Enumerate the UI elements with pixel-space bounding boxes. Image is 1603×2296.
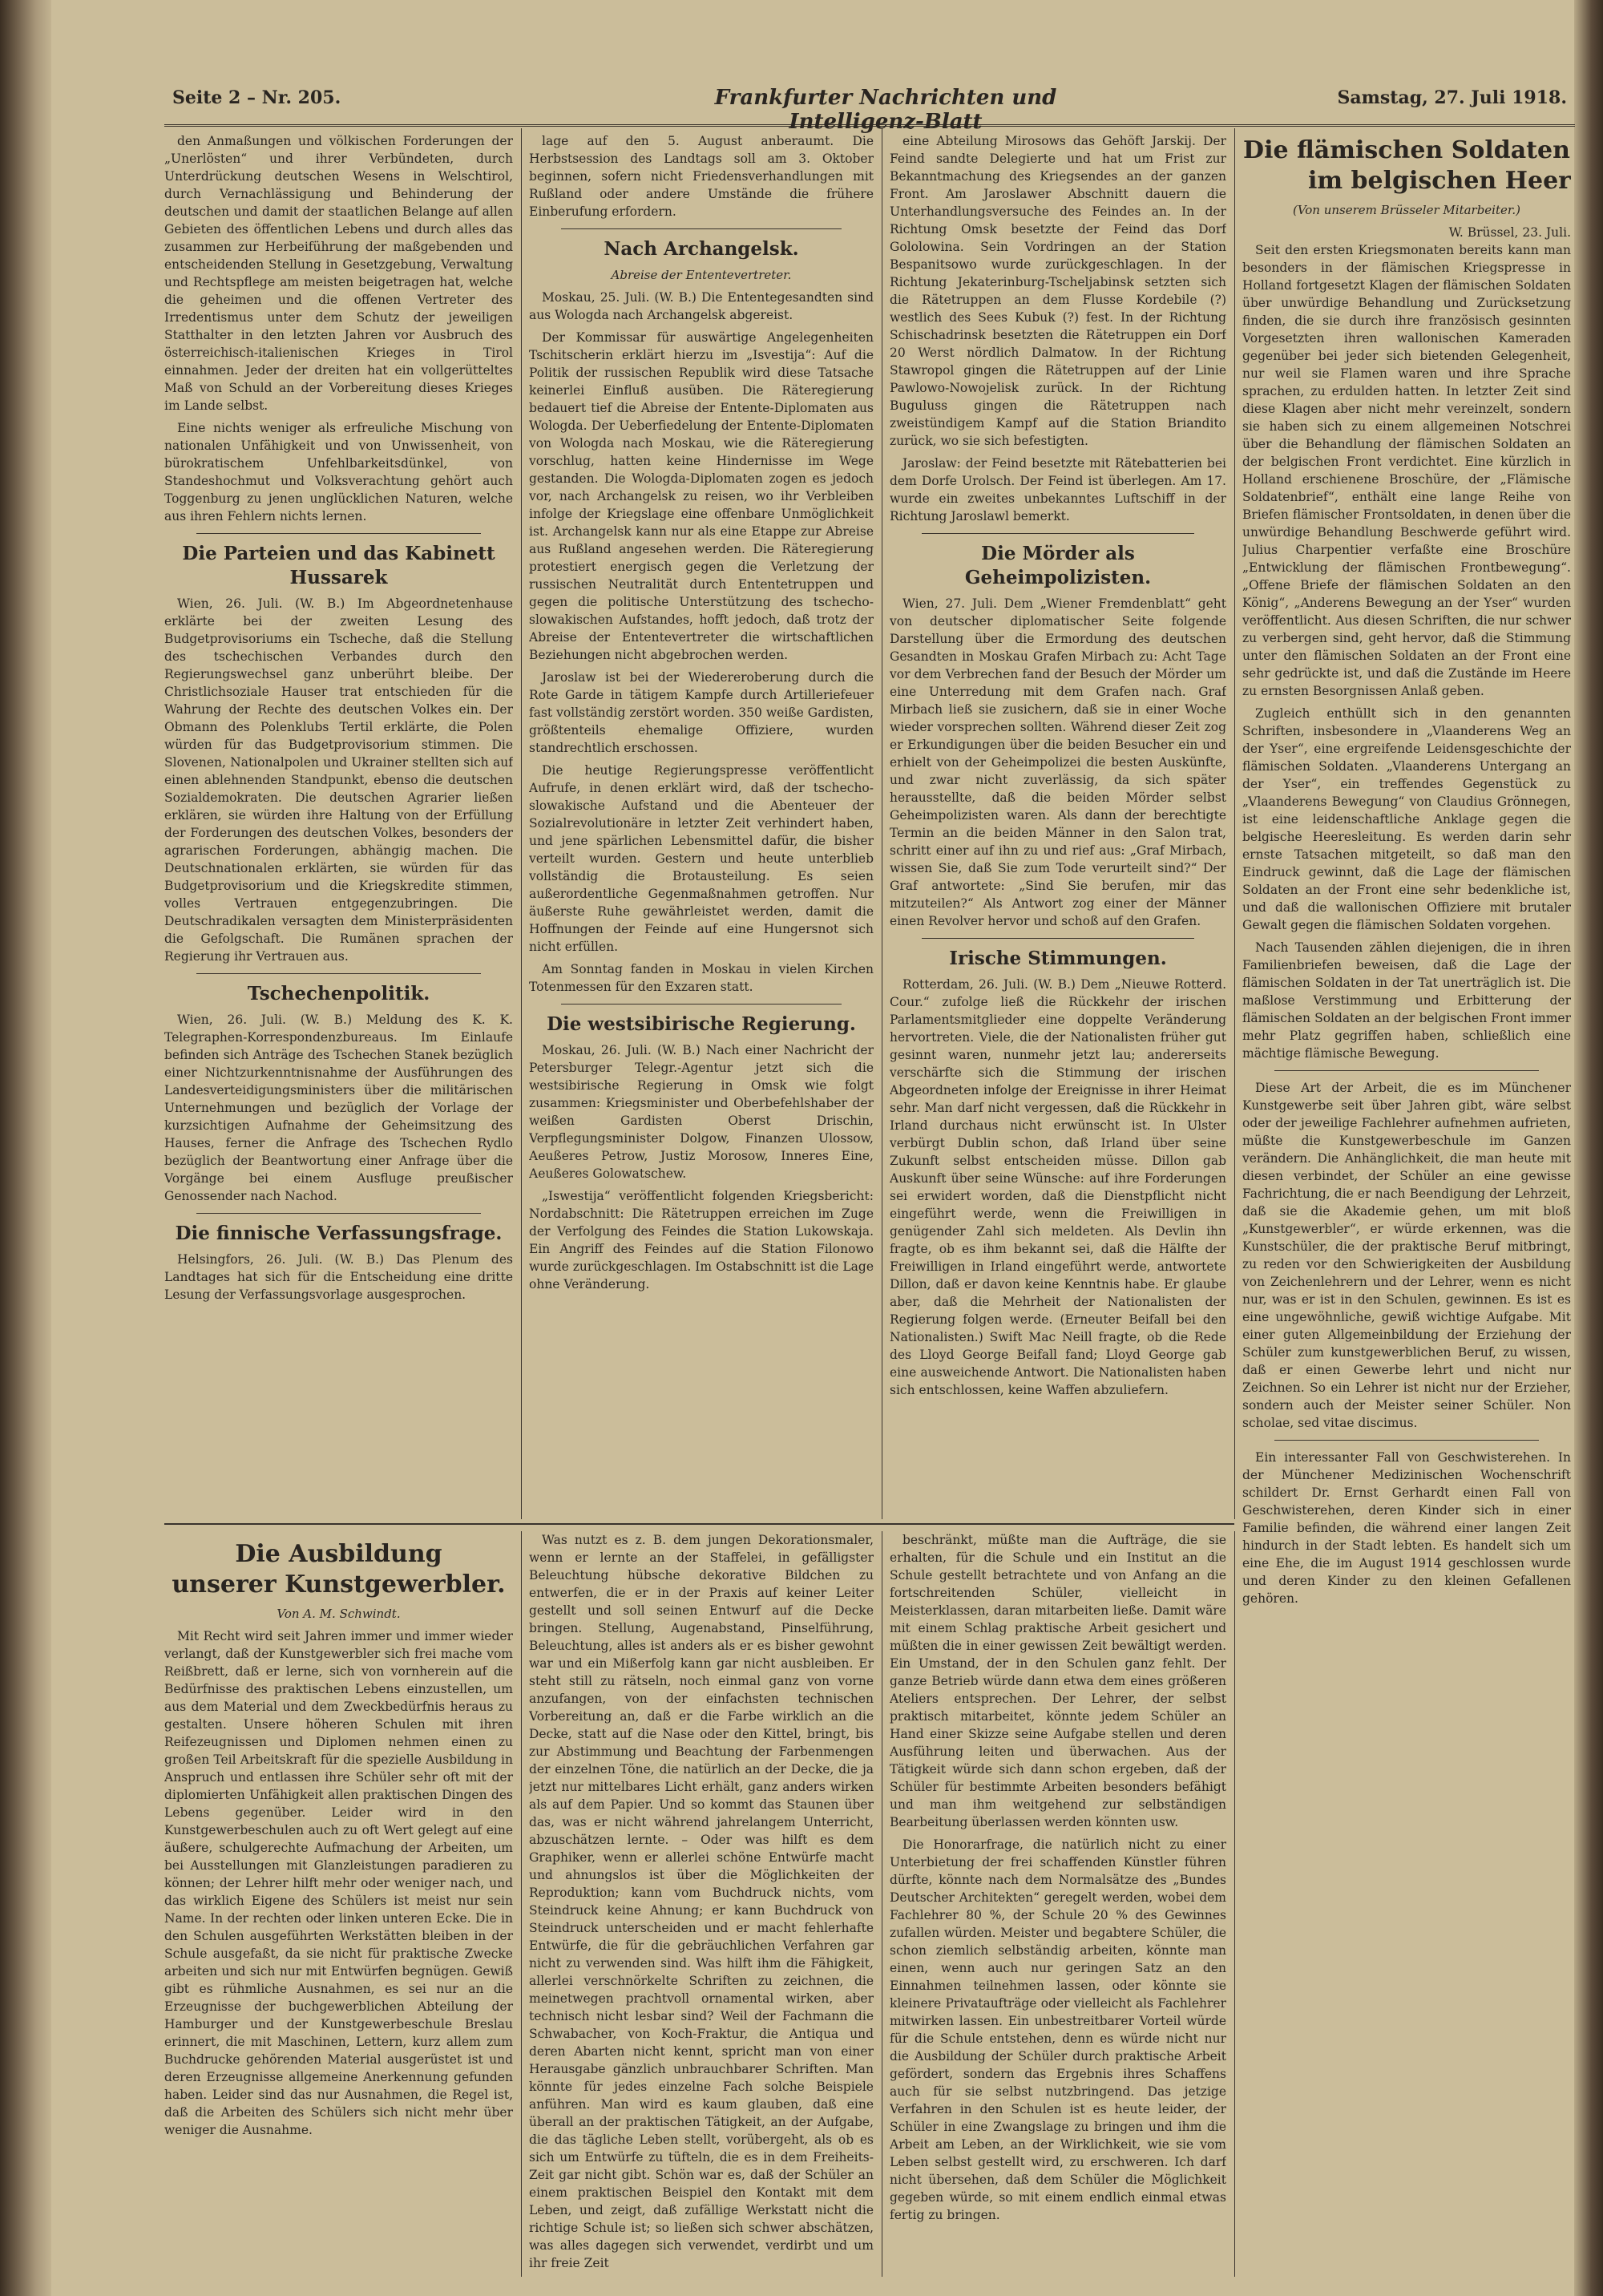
article-heading: Tschechenpolitik. — [247, 983, 430, 1004]
article-text: Rotterdam, 26. Juli. (W. B.) Dem „Nieuwe Rotterd. Cour.“ zufolge ließ die Rückkehr der irischen Parlamentsmitglieder eine doppelte Veränderung hervortreten. Viele, die der Nationalisten früher gut gesinnt waren, nunmehr jetzt lau; andererseits verschärfte sich die Stimmung der irischen Abgeordneten infolge der Ereignisse in ihrer Heimat sehr. Man darf nicht vergessen, daß die Rückkehr in Irland durchaus nicht erwünscht ist. In Ulster verbürgt Dublin schon, daß Irland über seine Zukunft selbst entscheiden müsse. Dillon gab Auskunft über seine Wünsche: auf ihre Forderungen sei erwidert worden, daß die Dienstpflicht nicht eingeführt werde, wenn die Freiwilligen in genügender Zahl sich meldeten. Als Devlin ihn fragte, ob es ihm bekannt sei, daß die Hälfte der Freiwilligen in Irland eingeführt werde, antwortete Dillon, daß er davon keine Kenntnis habe. Er glaube aber, daß die Mehrheit der Nationalisten der Regierung folgen werde. (Erneuter Beifall bei den Nationalisten.) Swift Mac Neill fragte, ob die Rede des Lloyd George Beifall fand; Lloyd George gab eine ausweichende Antwort. Die Nationalisten haben sich entschlossen, keine Waffen abzuliefern. — [890, 977, 1226, 1397]
book-spine — [0, 0, 51, 2296]
column-1 — [164, 132, 513, 1515]
headline-line: unserer Kunstgewerbler. — [172, 1570, 506, 1599]
byline: (Von unserem Brüsseler Mitarbeiter.) — [1292, 203, 1521, 217]
section-divider — [561, 228, 842, 229]
article-heading: Die Parteien und das Kabinett Hussarek — [182, 543, 495, 588]
page-edge — [1574, 0, 1603, 2296]
article-text: Jaroslaw: der Feind besetzte mit Rätebatterien bei dem Dorfe Urolsch. Der Feind ist überlegen. Am 17. wurde ein zweites unbekanntes Luftschiff in der Richtung Jaroslawl bemerkt. — [890, 456, 1226, 523]
article-heading: Nach Archangelsk. — [604, 238, 799, 260]
article-text: Helsingfors, 26. Juli. (W. B.) Das Plenum des Landtages hat sich für die Entscheidung eine dritte Lesung der Verfassungsvorlage ausgesprochen. — [164, 1252, 513, 1302]
article-text: beschränkt, müßte man die Aufträge, die sie erhalten, für die Schule und ein Institut an die Schule gestellt betrachtete und von Anfang an die fortschreitenden Schüler, vielleicht in Meisterklassen, daran mitarbeiten ließe. Damit wäre mit einem Schlag praktische Arbeit gesichert und müßten die in einer gewissen Zeit bewältigt werden. Ein Umstand, der in den Schulen ganz fehlt. Der ganze Betrieb würde dann etwa dem eines größeren Ateliers entsprechen. Der Lehrer, der selbst praktisch mitarbeitet, könnte jedem Schüler an Hand einer Skizze seine Aufgabe stellen und deren Ausführung leiten und überwachen. Aus der Tätigkeit würde sich dann schon ergeben, daß der Schüler für bestimmte Arbeiten besonders befähigt und man ihm weitgehend zur selbständigen Bearbeitung überlassen werden könnten usw. — [890, 1533, 1226, 1829]
column-2 — [529, 132, 874, 1515]
article-text: Ein interessanter Fall von Geschwisterehen. In der Münchener Medizinischen Wochenschrift schildert Dr. Ernst Gerhardt einen Fall von Geschwisterehen, deren Kinder sich in einer Familie befinden, die während einer langen Zeit hindurch in der Stadt lebten. Es handelt sich um eine Ehe, die im August 1914 geschlossen wurde und deren Kinder zu den kleinen Gefallenen gehören. — [1242, 1450, 1571, 1606]
article-text: Wien, 26. Juli. (W. B.) Meldung des K. K. Telegraphen-Korrespondenzbureaus. Im Einlaufe befinden sich Anträge des Tschechen Stanek bezüglich einer Nichtzurkenntnisnahme der Ausführungen des Landesverteidigungsministers über die militärischen Unternehmungen und bezüglich der Vorlage der kurzsichtigen Aufnahme der Geheimsitzung des Hauses, ferner die Anfrage des Tschechen Rydlo bezüglich der Beantwortung einer Anfrage über die Vorgänge bei einem Ausfluge preußischer Genossender nach Nachod. — [164, 1013, 513, 1203]
column-rule — [521, 1531, 522, 2277]
column-3 — [890, 132, 1226, 1515]
article-text: Der Kommissar für auswärtige Angelegenheiten Tschitscherin erklärt hierzu im „Isvestija“: Auf die Politik der russischen Republik wird diese Tatsache keinerlei Einfluß ausüben. Die Räteregierung bedauert tief die Abreise der Entente-Diplomaten aus Wologda. Der Ueberfiedelung der Entente-Diplomaten von Wologda nach Moskau, wie die Räteregierung vorschlug, hatten keine Hindernisse im Wege gestanden. Die Wologda-Diplomaten zogen es jedoch vor, nach Archangelsk zu reisen, wo ihr Verbleiben infolge der Kriegslage eine offenbare Unmöglichkeit ist. Archangelsk kann nur als eine Etappe zur Abreise aus Rußland angesehen werden. Die Räteregierung protestiert energisch gegen die Verletzung der russischen Neutralität durch Ententetruppen und gegen die politische Unterstützung des tschecho-slowakischen Aufstandes, hofft jedoch, daß trotz der Abreise der Ententevertreter die wirtschaftlichen Beziehungen nicht abgebrochen werden. — [529, 330, 874, 662]
headline-line: im belgischen Heer — [1307, 167, 1571, 195]
section-divider — [196, 973, 481, 974]
section-divider — [196, 533, 481, 534]
article-text: Wien, 26. Juli. (W. B.) Im Abgeordnetenhause erklärte bei der zweiten Lesung des Budgetprovisoriums ein Tscheche, daß die Stellung des tschechischen Verbandes durch den Regierungswechsel ganz unberührt bleibe. Der Christlichsoziale Hauser trat entschieden für die Wahrung der Rechte des deutschen Volkes ein. Der Obmann des Polenklubs Tertil erklärte, die Polen würden für das Budgetprovisorium stimmen. Die Slovenen, Nationalpolen und Ukrainer stellten sich auf einen ablehnenden Standpunkt, ebenso die deutschen Sozialdemokraten. Die deutschen Agrarier ließen erklären, sie würden ihre Haltung von der Erfüllung der Forderungen des deutschen Volkes, besonders der agrarischen Forderungen, abhängig machen. Die Deutschnationalen erklärten, sie würden für das Budgetprovisorium und die Kriegskredite stimmen, volles Vertrauen entgegenzubringen. Die Deutschradikalen versagten dem Ministerpräsidenten die Gefolgschaft. Die Rumänen sprachen der Regierung ihr Vertrauen aus. — [164, 596, 513, 964]
column-rule — [521, 128, 522, 1519]
feuilleton-headline — [164, 1539, 513, 1600]
article-text: Zugleich enthüllt sich in den genannten Schriften, insbesondere in „Vlaanderens Weg an der Yser“, eine ergreifende Leidensgeschichte der flämischen Soldaten. „Vlaanderens Untergang an der Yser“, ein treffendes Gegenstück zu „Vlaanderens Bewegung“ von Claudius Grönnegen, ist eine leidenschaftliche Anklage gegen die belgische Heeresleitung. Es werden darin sehr ernste Tatsachen mitgeteilt, so daß man den Eindruck gewinnt, daß die Lage der flämischen Soldaten an der Front eine sehr bedenkliche ist, und daß die wallonischen Offiziere mit brutaler Gewalt gegen die flämischen Soldaten vorgehen. — [1242, 706, 1571, 932]
article-heading: Die Mörder als Geheimpolizisten. — [964, 543, 1152, 588]
column-rule — [1234, 1531, 1235, 2277]
article-text: Am Sonntag fanden in Moskau in vielen Kirchen Totenmessen für den Exzaren statt. — [529, 962, 874, 994]
feuilleton-column-3 — [890, 1531, 1226, 2273]
article-text: Eine nichts weniger als erfreuliche Mischung von nationalen Unfähigkeit und von Unwissenheit, von bürokratischem Unfehlbarkeitsdünkel, von Standeshochmut und Volksverachtung gehört auch Toggenburg zu jenen unglücklichen Naturen, welche aus ihren Fehlern nichts lernen. — [164, 421, 513, 523]
article-heading: Irische Stimmungen. — [949, 948, 1167, 969]
article-subheading: Abreise der Ententevertreter. — [611, 268, 792, 282]
feature-headline — [1242, 135, 1571, 196]
feuilleton-column-1 — [164, 1531, 513, 2273]
column-rule — [1234, 128, 1235, 1519]
feuilleton-column-2 — [529, 1531, 874, 2273]
feuilleton-rule — [164, 1523, 1234, 1525]
section-divider — [922, 938, 1194, 939]
page-number: Seite 2 – Nr. 205. — [172, 87, 341, 108]
article-text: Mit Recht wird seit Jahren immer und immer wieder verlangt, daß der Kunstgewerbler sich frei mache vom Reißbrett, daß er lerne, sich von vornherein auf die Bedürfnisse des praktischen Lebens einzustellen, um aus dem Material und dem Zweckbedürfnis heraus zu gestalten. Unsere höheren Schulen mit ihren Reifezeugnissen und Diplomen nehmen einen zu großen Teil Arbeitskraft für die spezielle Ausbildung in Anspruch und entlassen ihre Schüler sehr oft mit der diplomierten Unfähigkeit allen praktischen Dingen des Lebens gegenüber. Leider wird in den Kunstgewerbeschulen auch zu oft Wert gelegt auf eine äußere, schulgerechte Aufmachung der Arbeiten, um bei Ausstellungen mit Glanzleistungen paradieren zu können; der Lehrer hilft mehr oder weniger nach, und das wirklich Eigene des Schülers ist meist nur sein Name. In der rechten oder linken unteren Ecke. Die in den Schulen ausgeführten Werkstätten bleiben in der Schule ausgefaßt, da sie nicht für praktische Zwecke arbeiten und sich nur mit Entwürfen begnügen. Gewiß gibt es rühmliche Ausnahmen, es sei nur an die Erzeugnisse der buchgewerblichen Abteilung der Hamburger und der Kunstgewerbeschule Breslau erinnert, die mit Maschinen, Lettern, kurz allem zum Buchdrucke gehörenden Material ausgerüstet ist und deren Erzeugnisse allgemeine Anerkennung gefunden haben. Leider sind das nur Ausnahmen, die Regel ist, daß die Arbeiten des Schülers sich nicht mehr über weniger die Ausnahme. — [164, 1629, 513, 2137]
article-text: Die heutige Regierungspresse veröffentlicht Aufrufe, in denen erklärt wird, daß der tschecho-slowakische Aufstand und die Abenteuer der Sozialrevolutionäre in letzter Zeit verhindert haben, und jene spärlichen Lebensmittel dafür, die bisher verteilt wurden. Gestern und heute unterblieb vollständig die Brotausteilung. Es seien außerordentliche Gegenmaßnahmen getroffen. Nur äußerste Ruhe gewährleistet werden, damit die Hoffnungen der Feinde auf eine Hungersnot sich nicht erfüllen. — [529, 763, 874, 954]
article-text: Seit den ersten Kriegsmonaten bereits kann man besonders in der flämischen Kriegspresse in Holland fortgesetzt Klagen der flämischen Soldaten über unwürdige Behandlung und Zurücksetzung finden, die sie durch ihre französisch gesinnten Vorgesetzten ihren wallonischen Kameraden gegenüber bei jeder sich bietenden Gelegenheit, nur weil sie Flamen waren und ihre Sprache sprachen, zu erdulden hatten. In letzter Zeit sind diese Klagen aber nicht mehr vereinzelt, sondern sie haben sich zu einem allgemeinen Notschrei über die Behandlung der flämischen Soldaten an der belgischen Front verdichtet. Eine kürzlich in Holland erschienene Broschüre, der „Flämische Soldatenbrief“, enthält eine lange Reihe von Briefen flämischer Frontsoldaten, in denen über die unwürdige Behandlung Beschwerde geführt wird. Julius Charpentier verfaßte eine Broschüre „Entwicklung der flämischen Frontbewegung“. „Offene Briefe der flämischen Soldaten an den König“, „Anderens Bewegung an der Yser“ wurden veröffentlicht. Aus diesen Schriften, die nur schwer zu verbergen sind, geht hervor, daß die Stimmung unter den flämischen Soldaten an der Front eine sehr gedrückte ist, und daß die Zustände im Heere zu ernsten Besorgnissen Anlaß geben. — [1242, 243, 1571, 698]
article-text: Wien, 27. Juli. Dem „Wiener Fremdenblatt“ geht von deutscher diplomatischer Seite folgende Darstellung über die Ermordung des deutschen Gesandten in Moskau Grafen Mirbach zu: Acht Tage vor dem Verbrechen fand der Besuch der Mörder um eine Unterredung mit dem Grafen nach. Graf Mirbach ließ sie zusichern, daß sie in einer Woche wieder vorsprechen sollten. Während dieser Zeit zog er Erkundigungen über die beiden Besucher ein und erhielt von der Geheimpolizei die besten Auskünfte, und zwar nicht zuverlässig, da sich später herausstellte, daß die beiden Mörder selbst Geheimpolizisten waren. Als dann der berechtigte Termin an die beiden Männer in den Salon trat, schritt einer auf ihn zu und rief aus: „Graf Mirbach, wissen Sie, daß Sie zum Tode verurteilt sind?“ Der Graf antwortete: „Sind Sie berufen, mir das mitzuteilen?“ Als Antwort zog einer der Männer einen Revolver hervor und schoß auf den Grafen. — [890, 596, 1226, 928]
headline-line: Die flämischen Soldaten — [1243, 136, 1570, 164]
paper-title: Frankfurter Nachrichten und Intelligenz-Blatt — [714, 86, 1057, 134]
article-heading: Die finnische Verfassungsfrage. — [175, 1223, 503, 1244]
article-text: den Anmaßungen und völkischen Forderungen der „Unerlösten“ und ihrer Verbündeten, durch Unterdrückung deutschen Wesens in Welschtirol, durch Vernachlässigung und Behinderung der deutschen und damit der staatlichen Belange auf allen Gebieten des öffentlichen Lebens und durch alles das zusammen zur Herbeiführung der maßgebenden und entscheidenden Stellung in Gesetzgebung, Verwaltung und Rechtspflege am meisten beigetragen hat, welche die geheimen und die offenen Vertreter des Irredentismus unter dem Schutz der jeweiligen Statthalter in den letzten Jahren vor Ausbruch des österreichisch-italienischen Krieges in Tirol einnahmen. Jeder der dreiten hat ein vollgerütteltes Maß von Schuld an der Vorbereitung dieses Krieges im Lande selbst. — [164, 134, 513, 413]
article-text: Moskau, 25. Juli. (W. B.) Die Ententegesandten sind aus Wologda nach Archangelsk abgereist. — [529, 290, 874, 322]
article-text: Moskau, 26. Juli. (W. B.) Nach einer Nachricht der Petersburger Telegr.-Agentur jetzt sich die westsibirische Regierung in Omsk wie folgt zusammen: Kriegsminister und Oberbefehlshaber der weißen Gardisten Oberst Drischin, Verpflegungsminister Dolgow, Finanzen Ulossow, Aeußeres Petrow, Justiz Morosow, Inneres Eine, Aeußeres Golowatschew. — [529, 1043, 874, 1181]
article-text: Nach Tausenden zählen diejenigen, die in ihren Familienbriefen beweisen, daß die Lage der flämischen Soldaten in der Tat unerträglich ist. Die maßlose Verstimmung und Erbitterung der flämischen Soldaten an der belgischen Front immer mehr Platz gegriffen haben, schließlich eine mächtige flämische Bewegung. — [1242, 940, 1571, 1061]
article-text: „Iswestija“ veröffentlicht folgenden Kriegsbericht: Nordabschnitt: Die Rätetruppen erreichen im Zuge der Verfolgung des Feindes die Station Lukowskaja. Ein Angriff des Feindes auf die Station Filonowo wurde zurückgeschlagen. Im Ostabschnitt ist die Lage ohne Veränderung. — [529, 1189, 874, 1292]
column-4 — [1242, 132, 1571, 2273]
section-divider — [922, 533, 1194, 534]
article-text: eine Abteilung Mirosows das Gehöft Jarskij. Der Feind sandte Delegierte und hat um Frist zur Bekanntmachung des Kriegsendes an der ganzen Front. Am Jaroslawer Abschnitt dauern die Unterhandlungsversuche des Feindes an. In der Richtung Omsk besetzte der Feind das Dorf Gololowina. Sein Vordringen an der Station Bespanitsowo wurde zurückgeschlagen. In der Richtung Jekaterinburg-Tscheljabinsk setzten sich die Rätetruppen an dem Flusse Kordebile (?) westlich des Sees Kubuk (?) fest. In der Richtung Schischadrinsk besetzten die Rätetruppen ein Dorf 20 Werst nördlich Dalmatow. In der Richtung Stawropol gingen die Rätetruppen auf der Linie Pawlowo-Nowojelisk zurück. In der Richtung Buguluss gingen die Rätetruppen nach zweistündigem Kampf auf die Station Briandito zurück, wo sie sich befestigten. — [890, 134, 1226, 448]
section-divider — [196, 1213, 481, 1214]
issue-date: Samstag, 27. Juli 1918. — [1337, 87, 1567, 108]
masthead — [164, 76, 1575, 134]
article-text: Die Honorarfrage, die natürlich nicht zu einer Unterbietung der frei schaffenden Künstler führen dürfte, könnte nach dem Normalsätze des „Bundes Deutscher Architekten“ geregelt werden, wobei dem Fachlehrer 80 %, der Schule 20 % des Gewinnes zufallen würden. Meister und begabtere Schüler, die schon ziemlich selbständig arbeiten, könnte man einen, wenn auch nur geringen Satz an den Einnahmen teilnehmen lassen, oder könnte sie kleinere Privataufträge oder vielleicht als Fachlehrer mitwirken lassen. Ein unbestreitbarer Vorteil würde für die Schule entstehen, denn es würde nicht nur die Ausbildung der Schüler durch praktische Arbeit gefördert, sondern das Ergebnis ihres Schaffens auch für sie selbst nutzbringend. Das jetzige Verfahren in den Schulen ist es heute leider, der Schüler in eine Zwangslage zu bringen und ihm die Arbeit am Leben, an der Wirklichkeit, wie sie vom Leben selbst gestellt wird, zu erschweren. Ich darf nicht übersehen, daß dem Schüler die Möglichkeit gegeben würde, so mit einem endlich einmal etwas fertig zu bringen. — [890, 1837, 1226, 2222]
article-text: Diese Art der Arbeit, die es im Münchener Kunstgewerbe seit über Jahren gibt, wäre selbst oder der jeweilige Fachlehrer aufnehmen aufrieten, müßte die Kunstgewerbeschule im Ganzen verändern. Die Anhänglichkeit, die man heute mit diesen verbindet, der Schüler an eine gewisse Fachrichtung, die er nach Beendigung der Lehrzeit, daß sie die Akademie gehen, um mit bloß „Kunstgewerbler“, er würde erkennen, was die Kunstschüler, die der praktische Beruf mitbringt, zu reden vor den Schwierigkeiten der Ausbildung von Zeichenlehrern und der Lehrer, wenn es nicht nur, was er ist in den Schulen, gewinnen. Es ist es eine ungewöhnliche, gewiß wichtige Aufgabe. Mit einer guten Allgemeinbildung der Erziehung der Schüler zum kunstgewerblichen Beruf, zu wissen, daß er einen Gewerbe lehrt und nicht nur Zeichnen. So ein Lehrer ist nicht nur der Erzieher, sondern auch der Meister seiner Schüler. Non scholae, sed vitae discimus. — [1242, 1081, 1571, 1430]
article-text: Was nutzt es z. B. dem jungen Dekorationsmaler, wenn er lernte an der Staffelei, in gefälligster Beleuchtung hübsche dekorative Bildchen zu entwerfen, die er in der Praxis auf keiner Leiter gestellt und soll seinen Entwurf auf die Decke bringen. Stellung, Augenabstand, Pinselführung, Beleuchtung, alles ist anders als er es bisher gewohnt war und ein Mißerfolg kann gar nicht ausbleiben. Er steht still zu rätseln, noch einmal ganz von vorne anzufangen, von der einfachsten technischen Vorbereitung an, daß er die Farbe wirklich an die Decke, statt auf die Nase oder den Kittel, bringt, bis zur Abstimmung und Beachtung der Farbenmengen der einzelnen Töne, die natürlich an der Decke, die ja jetzt nur mittelbares Licht erhält, ganz anders wirken als auf dem Papier. Und so kommt das Staunen über das, was er nicht während jahrelangem Unterricht, abzuschätzen lernte. – Oder was hilft es dem Graphiker, wenn er allerlei schöne Entwürfe macht und ahnungslos ist über die Möglichkeiten der Reproduktion; kann vom Buchdruck nichts, vom Steindruck keine Ahnung; er kann Buchdruck von Steindruck unterscheiden und er macht fehlerhafte Entwürfe, die für die gebräuchlichen Verfahren gar nicht zu verwenden sind. Was hilft ihm die Fähigkeit, allerlei verschnörkelte Schriften zu zeichnen, die meinetwegen prachtvoll ornamental wirken, aber technisch nicht lesbar sind? Weil der Fachmann die Schwabacher, von Koch-Fraktur, die Antiqua und deren Abarten nicht kennt, spricht man von einer Herausgabe gänzlich unbrauchbarer Schriften. Man könnte für jedes einzelne Fach solche Beispiele anführen. Man wird es kaum glauben, daß eine überall an der praktischen Tätigkeit, an der Aufgabe, die das tägliche Leben stellt, vorübergeht, als ob es sich um Entwürfe zu tüfteln, die es in dem Freiheits-Zeit gar nicht gibt. Schön war es, daß der Schüler an einem praktischen Beispiel den Kontakt mit dem Leben, und zeigt, daß zufällige Werkstatt nicht die richtige Schule ist; so ließen sich schwer abschätzen, was alles dagegen sich verwendet, verdirbt und um ihr freie Zeit — [529, 1533, 874, 2270]
byline: Von A. M. Schwindt. — [277, 1607, 401, 1621]
dateline: W. Brüssel, 23. Juli. — [1448, 225, 1571, 240]
article-heading: Die westsibirische Regierung. — [547, 1013, 856, 1035]
section-divider — [1274, 1440, 1539, 1441]
article-text: Jaroslaw ist bei der Wiedereroberung durch die Rote Garde in tätigem Kampfe durch Artilleriefeuer fast vollständig zerstört worden. 350 weiße Gardisten, größtenteils ehemalige Offiziere, wurden standrechtlich erschossen. — [529, 670, 874, 755]
section-divider — [1274, 1070, 1539, 1071]
article-text: lage auf den 5. August anberaumt. Die Herbstsession des Landtags soll am 3. Oktober beginnen, sofern nicht Friedensverhandlungen mit Rußland oder andere Umstände die frühere Einberufung erfordern. — [529, 134, 874, 219]
newspaper-page — [164, 76, 1575, 2277]
headline-line: Die Ausbildung — [235, 1540, 442, 1568]
